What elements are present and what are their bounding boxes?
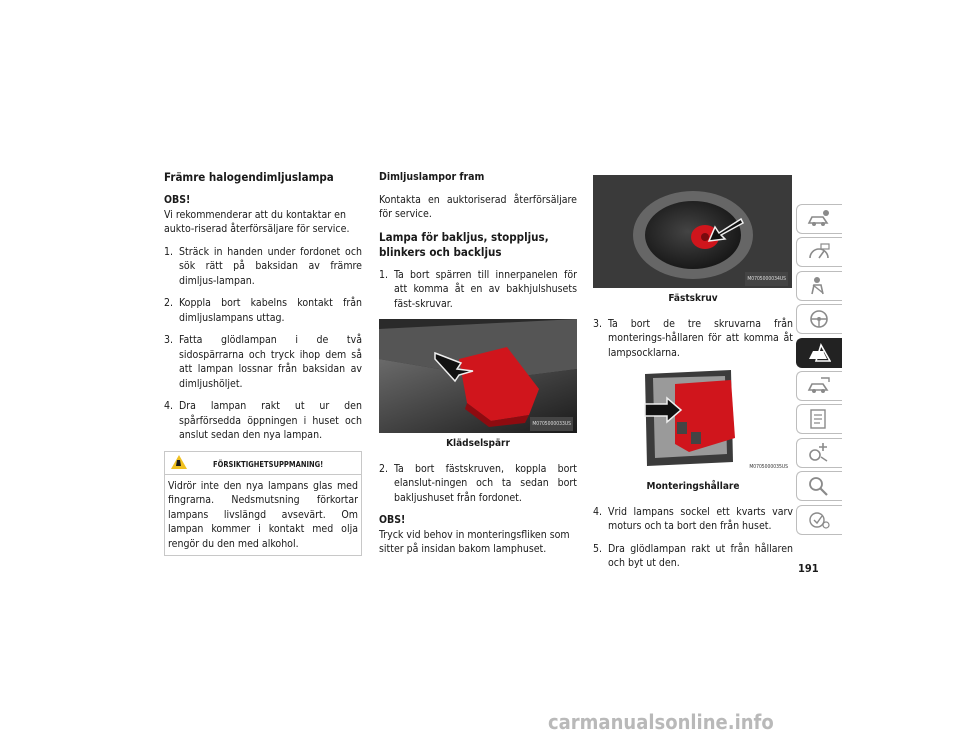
emergency-warning-icon	[807, 343, 831, 363]
list-item: 5. Dra glödlampan rakt ut från hållaren och byt ut den.	[593, 542, 793, 569]
note-text: Vi rekommenderar att du kontaktar en aukto-riserad återförsäljare för service.	[164, 208, 350, 235]
tab-specifications[interactable]	[796, 438, 842, 468]
list-item: 2. Koppla bort kabelns kontakt från dimljuslampans uttag.	[164, 297, 362, 324]
figure-caption: Fästskruv	[668, 293, 718, 304]
tail-lamp-steps-d	[593, 505, 793, 571]
multimedia-icon	[807, 510, 831, 530]
subheading-front-fog: Dimljuslampor fram	[379, 171, 485, 183]
chapter-tabs	[796, 204, 842, 538]
column-right	[593, 175, 793, 579]
dashboard-info-icon	[807, 242, 831, 262]
caution-title: FÖRSIKTIGHETSUPPMANING!	[213, 459, 324, 469]
maintenance-checklist-icon	[807, 409, 831, 429]
car-info-icon	[807, 209, 831, 229]
note-label: OBS!	[164, 194, 191, 206]
tab-car-info[interactable]	[796, 204, 842, 234]
caution-hand-icon	[171, 455, 187, 469]
tab-index[interactable]	[796, 471, 842, 501]
figure-mounting-bracket	[593, 368, 792, 476]
list-item: 1. Sträck in handen under fordonet och sök rätt på baksidan av främre dimljus-lampan.	[164, 245, 362, 287]
seatbelt-safety-icon	[807, 276, 831, 296]
car-service-icon	[807, 376, 831, 396]
column-middle	[379, 170, 577, 565]
note-label: OBS!	[379, 514, 406, 526]
fog-lamp-steps	[164, 245, 362, 443]
list-item: 4. Dra lampan rakt ut ur den spårförsedda öppningen i huset och anslut sedan den nya lampan.	[164, 400, 362, 441]
tab-service[interactable]	[796, 371, 842, 401]
tail-lamp-steps-c	[593, 317, 793, 361]
figure-caption: Monteringshållare	[646, 481, 740, 492]
tab-maintenance[interactable]	[796, 404, 842, 434]
list-item: 3. Fatta glödlampan i de två sidospärrarna och tryck ihop dem så att lampan lossnar från baksidan av dimljushöljet.	[164, 334, 362, 390]
tab-driving[interactable]	[796, 304, 842, 334]
tab-multimedia[interactable]	[796, 505, 842, 535]
steering-wheel-icon	[807, 309, 831, 329]
note-text: Tryck vid behov in monteringsfliken som sitter på insidan bakom lamphuset.	[379, 528, 570, 555]
tab-dashboard[interactable]	[796, 237, 842, 267]
figure-trim-clip	[379, 319, 577, 433]
caution-header	[165, 452, 361, 475]
list-item: 2. Ta bort fästskruven, koppla bort elanslut-ningen och ta sedan bort bakljushuset från fordonet.	[379, 462, 577, 504]
section-heading-fog-lamp: Främre halogendimljuslampa	[164, 170, 334, 184]
figure-code: M0705000033US	[530, 417, 573, 432]
list-item: 4. Vrid lampans sockel ett kvarts varv moturs och ta bort den från huset.	[593, 505, 793, 532]
watermark: carmanualsonline.info	[548, 710, 774, 734]
list-item: 1. Ta bort spärren till innerpanelen för att komma åt en av bakhjulshusets fäst-skruvar.	[379, 268, 577, 310]
specifications-icon	[807, 443, 831, 463]
tail-lamp-steps-b	[379, 462, 577, 506]
tab-emergency[interactable]	[796, 338, 842, 368]
column-left	[164, 170, 362, 556]
intro-text: Kontakta en auktoriserad återförsäljare för service.	[379, 193, 577, 220]
figure-fastening-screw	[593, 175, 792, 288]
section-heading-tail-lamp: Lampa för bakljus, stoppljus, blinkers och backljus	[379, 229, 549, 259]
page-number: 191	[798, 562, 819, 575]
figure-caption: Klädselspärr	[446, 438, 510, 449]
caution-text: Vidrör inte den nya lampans glas med fingrarna. Nedsmutsning förkortar lampans livslängd avsevärt. Om lampan kommer i kontakt med olja rengör du den med alkohol.	[168, 479, 358, 550]
figure-code: M0705000034US	[745, 272, 788, 287]
tail-lamp-steps-a	[379, 268, 577, 312]
caution-box	[164, 451, 362, 557]
figure-code: M0705000035US	[749, 463, 788, 470]
search-index-icon	[807, 476, 831, 496]
tab-safety[interactable]	[796, 271, 842, 301]
list-item: 3. Ta bort de tre skruvarna från monterings-hållaren för att komma åt lampsocklarna.	[593, 317, 793, 359]
